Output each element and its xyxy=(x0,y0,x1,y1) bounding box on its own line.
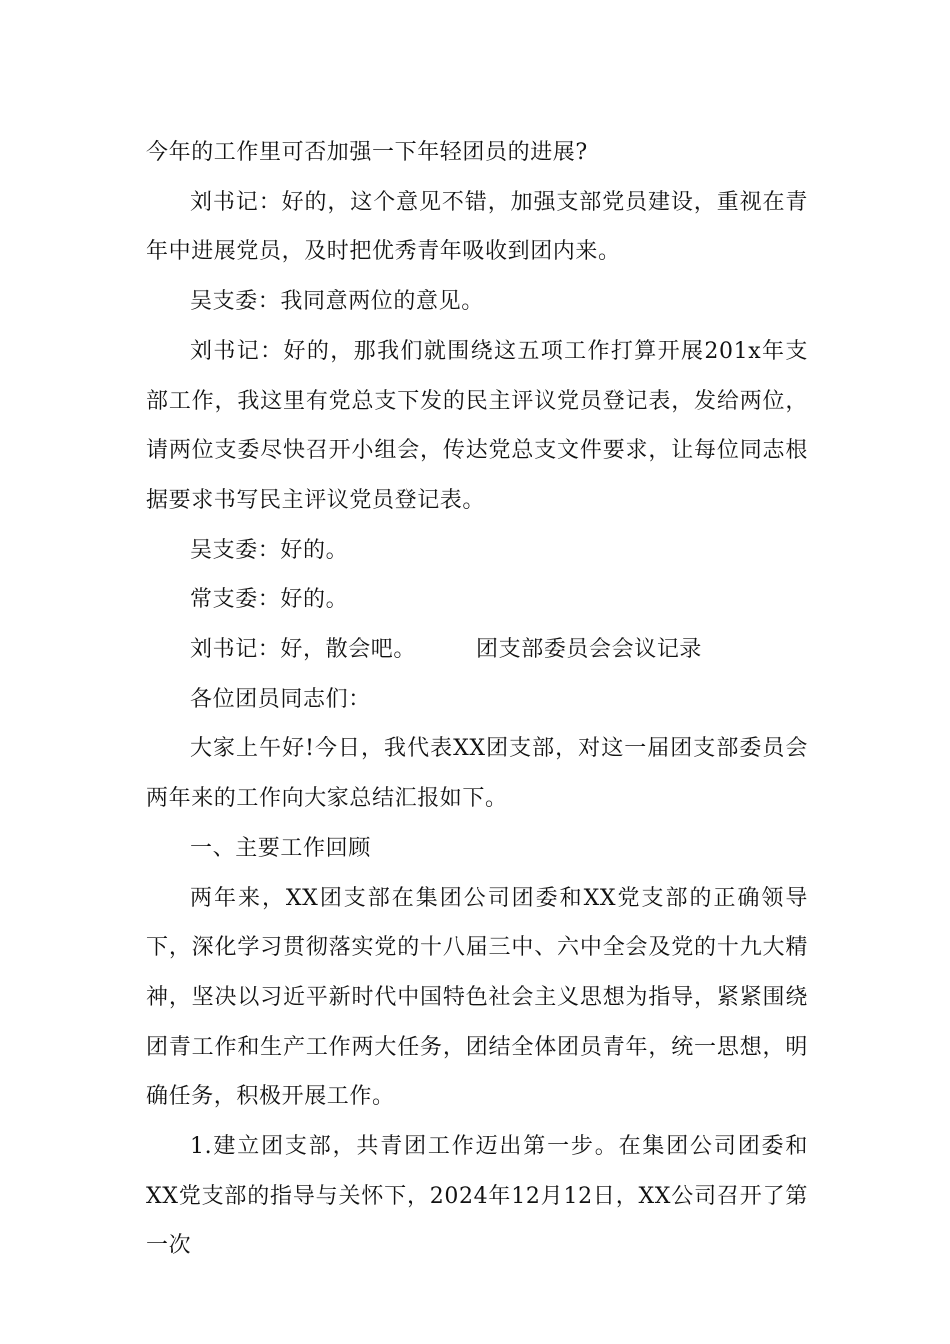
paragraph-3: 吴支委：我同意两位的意见。 xyxy=(190,289,484,315)
paragraph-7-text: 刘书记：好，散会吧。 xyxy=(190,637,417,663)
paragraph-8: 各位团员同志们： xyxy=(190,686,371,712)
paragraph-10: 一、主要工作回顾 xyxy=(190,835,371,861)
paragraph-2: 刘书记：好的，这个意见不错，加强支部党员建设，重视在青年中进展党员，及时把优秀青年吸收到团内来。 xyxy=(146,189,808,265)
paragraph-1: 今年的工作里可否加强一下年轻团员的进展? xyxy=(146,140,588,165)
paragraph-9: 大家上午好!今日，我代表XX团支部，对这一届团支部委员会两年来的工作向大家总结汇报如下。 xyxy=(146,736,808,812)
document-body xyxy=(146,128,808,1271)
paragraph-5: 吴支委：好的。 xyxy=(190,537,349,563)
section-heading-inline: 团支部委员会会议记录 xyxy=(476,637,703,663)
paragraph-7 xyxy=(146,625,808,675)
paragraph-12: 1.建立团支部，共青团工作迈出第一步。在集团公司团委和XX党支部的指导与关怀下，2024年12月12日，XX公司召开了第一次 xyxy=(146,1134,808,1259)
paragraph-6: 常支委：好的。 xyxy=(190,587,349,613)
paragraph-11: 两年来，XX团支部在集团公司团委和XX党支部的正确领导下，深化学习贯彻落实党的十八届三中、六中全会及党的十九大精神，坚决以习近平新时代中国特色社会主义思想为指导，紧紧围绕团青工作和生产工作两大任务，团结全体团员青年，统一思想，明确任务，积极开展工作。 xyxy=(146,885,808,1110)
paragraph-4: 刘书记：好的，那我们就围绕这五项工作打算开展201x年支部工作，我这里有党总支下发的民主评议党员登记表，发给两位，请两位支委尽快召开小组会，传达党总支文件要求，让每位同志根据要求书写民主评议党员登记表。 xyxy=(146,338,808,513)
